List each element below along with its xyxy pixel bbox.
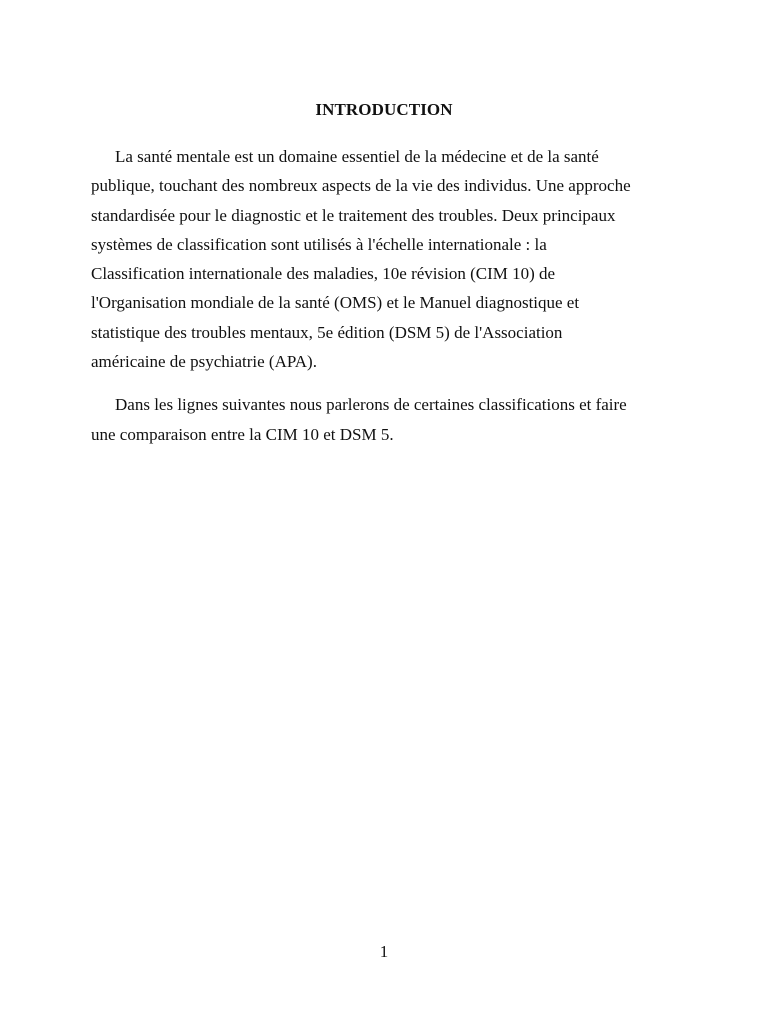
page-number: 1 (379, 942, 389, 961)
paragraph-line: une comparaison entre la CIM 10 et DSM 5. (91, 424, 394, 444)
paragraph-2 (91, 390, 681, 449)
paragraph-line: systèmes de classification sont utilisés à l'échelle internationale : la (91, 234, 547, 254)
paragraph-line: l'Organisation mondiale de la santé (OMS) et le Manuel diagnostique et (91, 293, 580, 313)
paragraph-line: américaine de psychiatrie (APA). (91, 352, 317, 372)
paragraph-1 (91, 142, 681, 376)
body-text (91, 142, 681, 463)
paragraph-line: Dans les lignes suivantes nous parlerons de certaines classifications et faire (115, 395, 627, 415)
paragraph-line: standardisée pour le diagnostic et le traitement des troubles. Deux principaux (91, 205, 616, 225)
paragraph-line: La santé mentale est un domaine essentiel de la médecine et de la santé (115, 147, 599, 166)
paragraph-line: Classification internationale des maladies, 10e révision (CIM 10) de (91, 264, 556, 284)
paragraph-line: statistique des troubles mentaux, 5e édition (DSM 5) de l'Association (91, 322, 563, 342)
page-title: INTRODUCTION (315, 100, 453, 119)
paragraph-line: publique, touchant des nombreux aspects de la vie des individus. Une approche (91, 176, 631, 196)
